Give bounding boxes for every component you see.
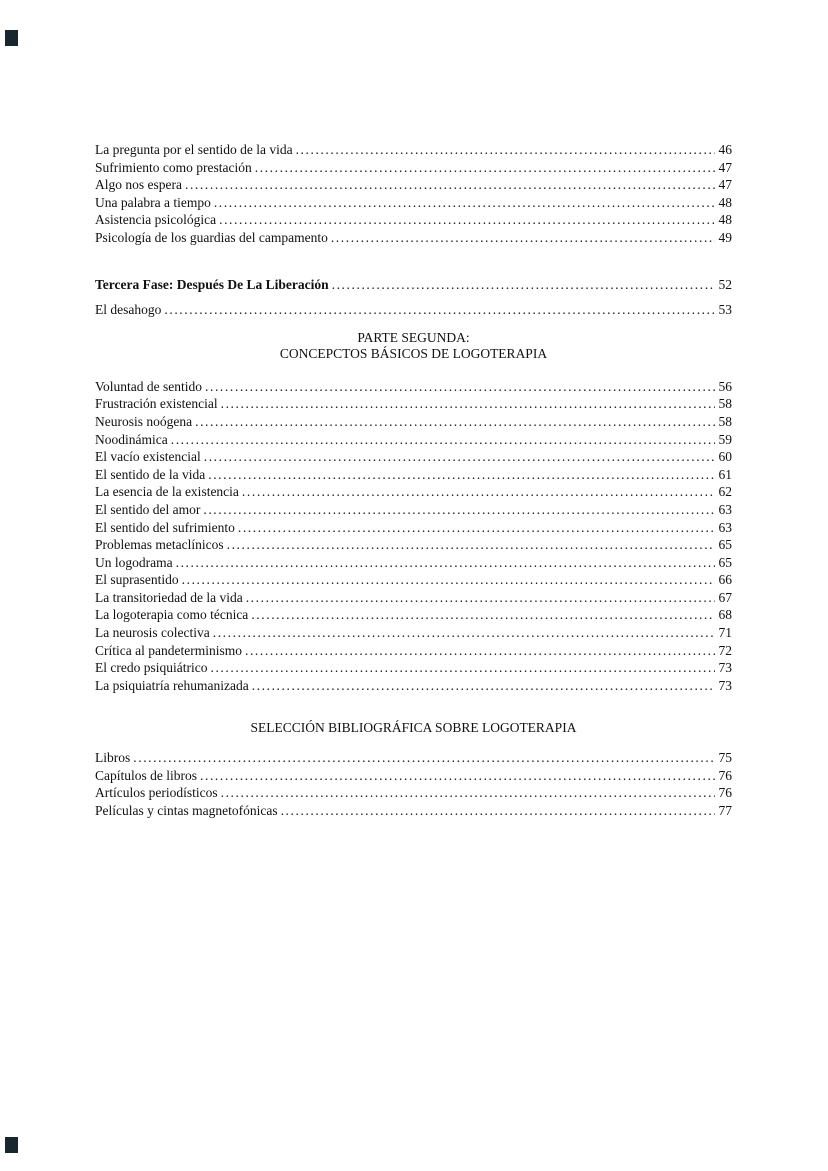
toc-dots-leader (200, 767, 715, 785)
toc-entry (95, 659, 732, 677)
toc-entry-page-number: 53 (718, 302, 732, 318)
toc-entry (95, 176, 732, 194)
toc-group (95, 276, 732, 294)
toc-entry-page-number: 62 (718, 484, 732, 500)
toc-entry-page-number: 75 (718, 749, 732, 765)
toc-entry-label: Frustración existencial (95, 396, 218, 412)
toc-entry-page-number: 58 (718, 396, 732, 412)
toc-entry (95, 536, 732, 554)
toc-entry-label: El sentido del sufrimiento (95, 519, 235, 535)
toc-entry (95, 159, 732, 177)
toc-entry (95, 395, 732, 413)
toc-content (95, 141, 732, 819)
toc-dots-leader (245, 642, 715, 660)
toc-entry (95, 211, 732, 229)
toc-entry-label: Psicología de los guardias del campamento (95, 229, 328, 245)
toc-group (95, 749, 732, 819)
toc-entry-page-number: 63 (718, 501, 732, 517)
toc-dots-leader (242, 483, 715, 501)
toc-entry (95, 413, 732, 431)
toc-entry-label: Artículos periodísticos (95, 785, 218, 801)
toc-entry-page-number: 76 (718, 767, 732, 783)
toc-dots-leader (203, 501, 714, 519)
toc-dots-leader (208, 466, 714, 484)
toc-dots-leader (185, 176, 715, 194)
toc-entry-label: Tercera Fase: Después De La Liberación (95, 276, 329, 292)
toc-dots-leader (332, 276, 715, 294)
toc-entry-label: La neurosis colectiva (95, 625, 210, 641)
toc-entry (95, 571, 732, 589)
toc-entry-page-number: 48 (718, 194, 732, 210)
toc-entry-label: El vacío existencial (95, 449, 201, 465)
toc-entry-page-number: 65 (718, 554, 732, 570)
toc-entry-label: Problemas metaclínicos (95, 537, 224, 553)
toc-entry (95, 802, 732, 820)
toc-entry-page-number: 72 (718, 642, 732, 658)
toc-entry-page-number: 47 (718, 177, 732, 193)
toc-entry-label: Un logodrama (95, 554, 173, 570)
toc-entry (95, 483, 732, 501)
toc-dots-leader (331, 229, 715, 247)
toc-entry-page-number: 60 (718, 449, 732, 465)
toc-entry (95, 749, 732, 767)
toc-entry (95, 448, 732, 466)
toc-entry-page-number: 56 (718, 378, 732, 394)
toc-entry-label: Libros (95, 749, 131, 765)
toc-entry (95, 301, 732, 319)
toc-group (95, 141, 732, 247)
toc-entry-page-number: 67 (718, 589, 732, 605)
toc-entry-label: El credo psiquiátrico (95, 660, 208, 676)
toc-entry (95, 519, 732, 537)
toc-entry-page-number: 59 (718, 431, 732, 447)
toc-dots-leader (182, 571, 715, 589)
toc-dots-leader (164, 301, 714, 319)
toc-entry-label: El suprasentido (95, 572, 179, 588)
toc-group (95, 301, 732, 319)
toc-entry-page-number: 77 (718, 802, 732, 818)
toc-entry (95, 431, 732, 449)
toc-entry-label: El desahogo (95, 302, 162, 318)
toc-dots-leader (221, 784, 715, 802)
toc-dots-leader (210, 659, 714, 677)
toc-entry-label: Capítulos de libros (95, 767, 197, 783)
toc-entry-page-number: 73 (718, 677, 732, 693)
toc-entry (95, 194, 732, 212)
toc-dots-leader (204, 448, 715, 466)
toc-entry-label: Sufrimiento como prestación (95, 159, 252, 175)
toc-entry (95, 276, 732, 294)
section-heading-line: SELECCIÓN BIBLIOGRÁFICA SOBRE LOGOTERAPIA (250, 720, 577, 736)
toc-entry-page-number: 63 (718, 519, 732, 535)
toc-entry-label: El sentido de la vida (95, 466, 206, 482)
toc-entry (95, 378, 732, 396)
toc-dots-leader (281, 802, 715, 820)
toc-dots-leader (238, 519, 715, 537)
toc-dots-leader (219, 211, 714, 229)
scan-artifact-bottom-left (5, 1137, 18, 1153)
toc-dots-leader (227, 536, 715, 554)
toc-entry (95, 466, 732, 484)
toc-entry-label: La psiquiatría rehumanizada (95, 677, 249, 693)
section-heading (95, 330, 732, 363)
toc-entry (95, 767, 732, 785)
toc-entry-label: La logoterapia como técnica (95, 607, 249, 623)
toc-entry (95, 554, 732, 572)
toc-entry-page-number: 47 (718, 159, 732, 175)
toc-entry-label: Voluntad de sentido (95, 378, 202, 394)
toc-entry-label: La pregunta por el sentido de la vida (95, 142, 293, 157)
toc-entry-page-number: 58 (718, 413, 732, 429)
toc-entry-label: Una palabra a tiempo (95, 194, 211, 210)
section-heading-line: CONCEPCTOS BÁSICOS DE LOGOTERAPIA (279, 346, 548, 362)
toc-dots-leader (176, 554, 715, 572)
toc-entry-page-number: 71 (718, 625, 732, 641)
toc-entry-label: La esencia de la existencia (95, 484, 239, 500)
toc-entry-label: Noodinámica (95, 431, 168, 447)
toc-entry (95, 677, 732, 695)
toc-entry-label: Neurosis noógena (95, 413, 193, 429)
toc-dots-leader (195, 413, 714, 431)
toc-entry (95, 501, 732, 519)
toc-group (95, 378, 732, 695)
toc-dots-leader (255, 159, 715, 177)
toc-entry (95, 141, 732, 159)
toc-entry-page-number: 65 (718, 537, 732, 553)
toc-entry-page-number: 48 (718, 212, 732, 228)
toc-entry-page-number: 68 (718, 607, 732, 623)
toc-entry (95, 642, 732, 660)
toc-dots-leader (213, 624, 715, 642)
toc-entry-page-number: 66 (718, 572, 732, 588)
toc-dots-leader (221, 395, 715, 413)
toc-entry-label: Algo nos espera (95, 177, 182, 193)
toc-entry-label: Películas y cintas magnetofónicas (95, 802, 278, 818)
toc-entry-page-number: 46 (718, 142, 732, 157)
toc-entry (95, 784, 732, 802)
toc-dots-leader (252, 677, 715, 695)
toc-entry-page-number: 61 (718, 466, 732, 482)
section-heading-line: PARTE SEGUNDA: (357, 329, 470, 345)
toc-entry-label: La transitoriedad de la vida (95, 589, 243, 605)
toc-dots-leader (171, 431, 715, 449)
toc-entry-label: Asistencia psicológica (95, 212, 217, 228)
toc-entry-label: Crítica al pandeterminismo (95, 642, 242, 658)
toc-entry-label: El sentido del amor (95, 501, 201, 517)
toc-dots-leader (214, 194, 715, 212)
toc-dots-leader (133, 749, 714, 767)
toc-entry (95, 589, 732, 607)
toc-dots-leader (296, 141, 715, 159)
toc-dots-leader (246, 589, 715, 607)
toc-entry-page-number: 76 (718, 785, 732, 801)
section-heading (95, 720, 732, 737)
toc-entry (95, 606, 732, 624)
toc-entry-page-number: 49 (718, 229, 732, 245)
toc-dots-leader (205, 378, 715, 396)
toc-dots-leader (251, 606, 714, 624)
toc-entry-page-number: 73 (718, 660, 732, 676)
toc-entry (95, 229, 732, 247)
scan-artifact-top-left (5, 30, 18, 46)
toc-entry-page-number: 52 (718, 276, 732, 292)
toc-entry (95, 624, 732, 642)
